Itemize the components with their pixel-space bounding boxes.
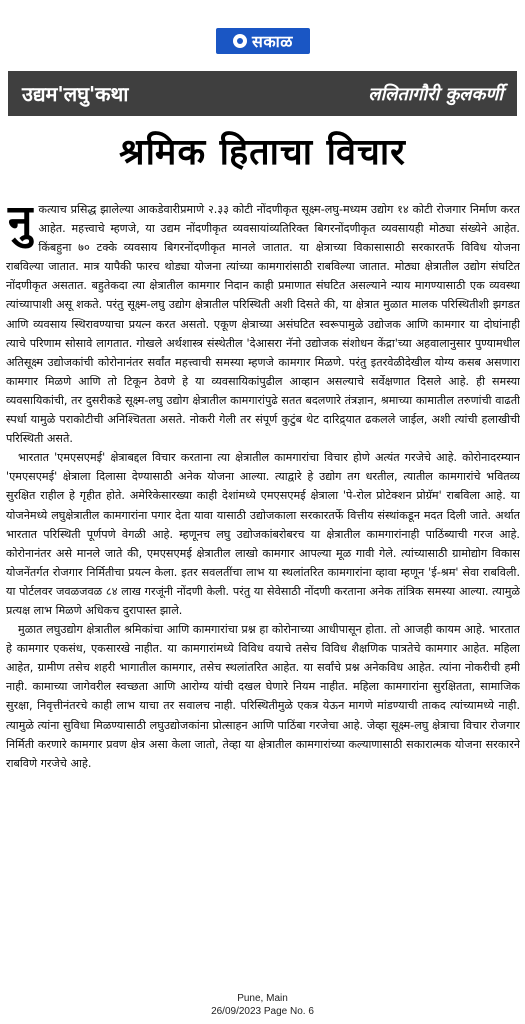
paragraph-1 bbox=[6, 200, 520, 448]
column-name: उद्यम'लघु'कथा bbox=[22, 82, 129, 106]
drop-cap: नु bbox=[8, 200, 33, 247]
edition-label: Pune, Main bbox=[237, 993, 288, 1004]
paragraph-2: भारतात 'एमएसएमई' क्षेत्राबद्दल विचार करताना त्या क्षेत्रातील कामगारांचा विचार होणे अत्यंत गरजेचे आहे. कोरोनादरम्यान 'एमएसएमई' क्षेत्राला दिलासा देण्यासाठी अनेक योजना आल्या. त्याद्वारे हे उद्योग तग धरतील, त्यातील कामगारांचे भवितव्य सुरक्षित राहील हे गृहीत होते. अमेरिकेसारख्या काही देशांमध्ये एमएसएमई क्षेत्राला 'पे-रोल प्रोटेक्शन प्रोग्रॅम' राबविला आहे. या योजनेमध्ये लघुक्षेत्रातील कामगारांना पगार देता यावा यासाठी उद्योजकाला सरकारतर्फे वित्तीय संस्थांकडून मदत दिली जाते. अर्थात भारतात परिस्थिती पूर्णपणे वेगळी आहे. म्हणूनच लघु उद्योजकांबरोबरच या क्षेत्रातील कामगारांनाही पाठिंब्याची गरज आहे. कोरोनानंतर असे मानले जाते की, एमएसएमई क्षेत्रातील लाखो कामगार आपल्या मूळ गावी गेले. त्यांच्यासाठी ग्रामोद्योग विकास योजनेंतर्गत रोजगार निर्मितीचा प्रयत्न केला. इतर सवलतींचा लाभ या स्थलांतरित कामगारांना व्हावा म्हणून 'ई-श्रम' सेवा राबविली. या पोर्टलवर जवळजवळ ८४ लाख गरजूंनी नोंदणी केली. परंतु या सेवेसाठी नोंदणी करताना अनेक तांत्रिक समस्या आल्या. त्यामुळे प्रत्यक्ष लाभ मिळणे अधिकच दुरापास्त झाले. bbox=[6, 451, 520, 617]
sakal-logo bbox=[216, 28, 310, 54]
article-headline: श्रमिक हिताचा विचार bbox=[119, 132, 406, 173]
logo-text: सकाळ bbox=[252, 32, 293, 51]
sakal-emblem-icon bbox=[233, 34, 247, 48]
article-body bbox=[6, 200, 520, 990]
date-page-label: 26/09/2023 Page No. 6 bbox=[211, 1006, 314, 1017]
paragraph-1-text: कत्याच प्रसिद्ध झालेल्या आकडेवारीप्रमाणे २.३३ कोटी नोंदणीकृत सूक्ष्म-लघु-मध्यम उद्योग १४ कोटी रोजगार निर्माण करत आहेत. महत्त्वाचे म्हणजे, या उद्यम नोंदणीकृत व्यवसायांव्यतिरिक्त बिगरनोंदणीकृत व्यवसायही मोठ्या संख्येने आहेत. किंबहुना ७० टक्के व्यवसाय बिगरनोंदणीकृत मानले जातात. या क्षेत्राच्या विकासासाठी सरकारतर्फे विविध योजना राबविल्या जातात. मात्र यापैकी फारच थोड्या योजना त्यांच्या कामगारांसाठी राबविल्या जातात. मोठ्या क्षेत्रातील उद्योग संघटित नोंदणीकृत असतात. बहुतेकदा त्या क्षेत्रातील कामगार निदान काही प्रमाणात संघटित असल्याने न्याय मागण्यासाठी एक व्यवस्था त्यांच्यापाशी असू शकते. परंतु सूक्ष्म-लघु उद्योग क्षेत्रातील परिस्थिती अशी दिसते की, या क्षेत्रात मुळात मालक परिस्थितीशी झगडत आणि व्यवसाय स्थिरावण्याचा प्रयत्न करत असतो. एकूण क्षेत्राच्या असंघटित स्वरूपामुळे उद्योजक आणि कामगार या दोघांनाही त्याचे परिणाम सोसावे लागतात. गोखले अर्थशास्त्र संस्थेतील 'देआसरा नॅनो उद्योजक संशोधन केंद्रा'च्या अहवालानुसार पुण्यामधील अतिसूक्ष्म उद्योजकांची कोरोनानंतर सर्वांत महत्त्वाची समस्या म्हणजे कामगार मिळणे. परंतु इतरवेळीदेखील योग्य कसब असणारा कामगार मिळणे आणि तो टिकून ठेवणे हे या व्यवसायिकांपुढील आव्हान असल्याचे सर्वेक्षणात दिसले आहे. ही समस्या व्यवसायिकांची, तर दुसरीकडे सूक्ष्म-लघु उद्योग क्षेत्रातील कामगारांपुढे सतत बदलणारे तंत्रज्ञान, श्रमाच्या कामातील तरुणांची वाढती स्पर्धा यामुळे पराकोटीची अनिश्चितता असते. नोकरी गेली तर संपूर्ण कुटुंब थेट दारिद्र्यात ढकलले जाईल, अशी त्यांची हलाखीची परिस्थिती असते. bbox=[6, 203, 520, 446]
column-header bbox=[8, 71, 517, 116]
paragraph-3: मुळात लघुउद्योग क्षेत्रातील श्रमिकांचा आणि कामगारांचा प्रश्न हा कोरोनाच्या आधीपासून होता. तो आजही कायम आहे. भारतात हे कामगार एकसंध, एकसारखे नाहीत. या कामगारांमध्ये विविध वयाचे तसेच विविध शैक्षणिक पात्रतेचे कामगार आहेत. महिला आहेत, ग्रामीण तसेच शहरी भागातील कामगार, तसेच स्थलांतरित आहेत. या सर्वांचे प्रश्न अनेकविध आहेत. त्यांना नोकरीची हमी नाही. कामाच्या जागेवरील स्वच्छता आणि आरोग्य यांची दखल घेणारे नियम नाहीत. महिला कामगारांना सुरक्षितता, सामाजिक सुरक्षा, निवृत्तीनंतरचे काही लाभ याचा तर सवालच नाही. परिस्थितीमुळे एकत्र येऊन मागणे मांडण्याची ताकद त्यांच्यामध्ये नाही. त्यामुळे त्यांना सुविधा मिळण्यासाठी लघुउद्योजकांना प्रोत्साहन आणि पाठिंबा गरजेचा आहे. जेव्हा सूक्ष्म-लघु क्षेत्राचा विचार रोजगार निर्मिती करणारे कामगार प्रवण क्षेत्र असा केला जातो, तेव्हा या क्षेत्रातील कामगारांच्या कल्याणासाठी सकारात्मक योजना सरकारने राबविणे गरजेचे आहे. bbox=[6, 623, 520, 770]
author-byline: ललितागौरी कुलकर्णी bbox=[368, 83, 503, 105]
